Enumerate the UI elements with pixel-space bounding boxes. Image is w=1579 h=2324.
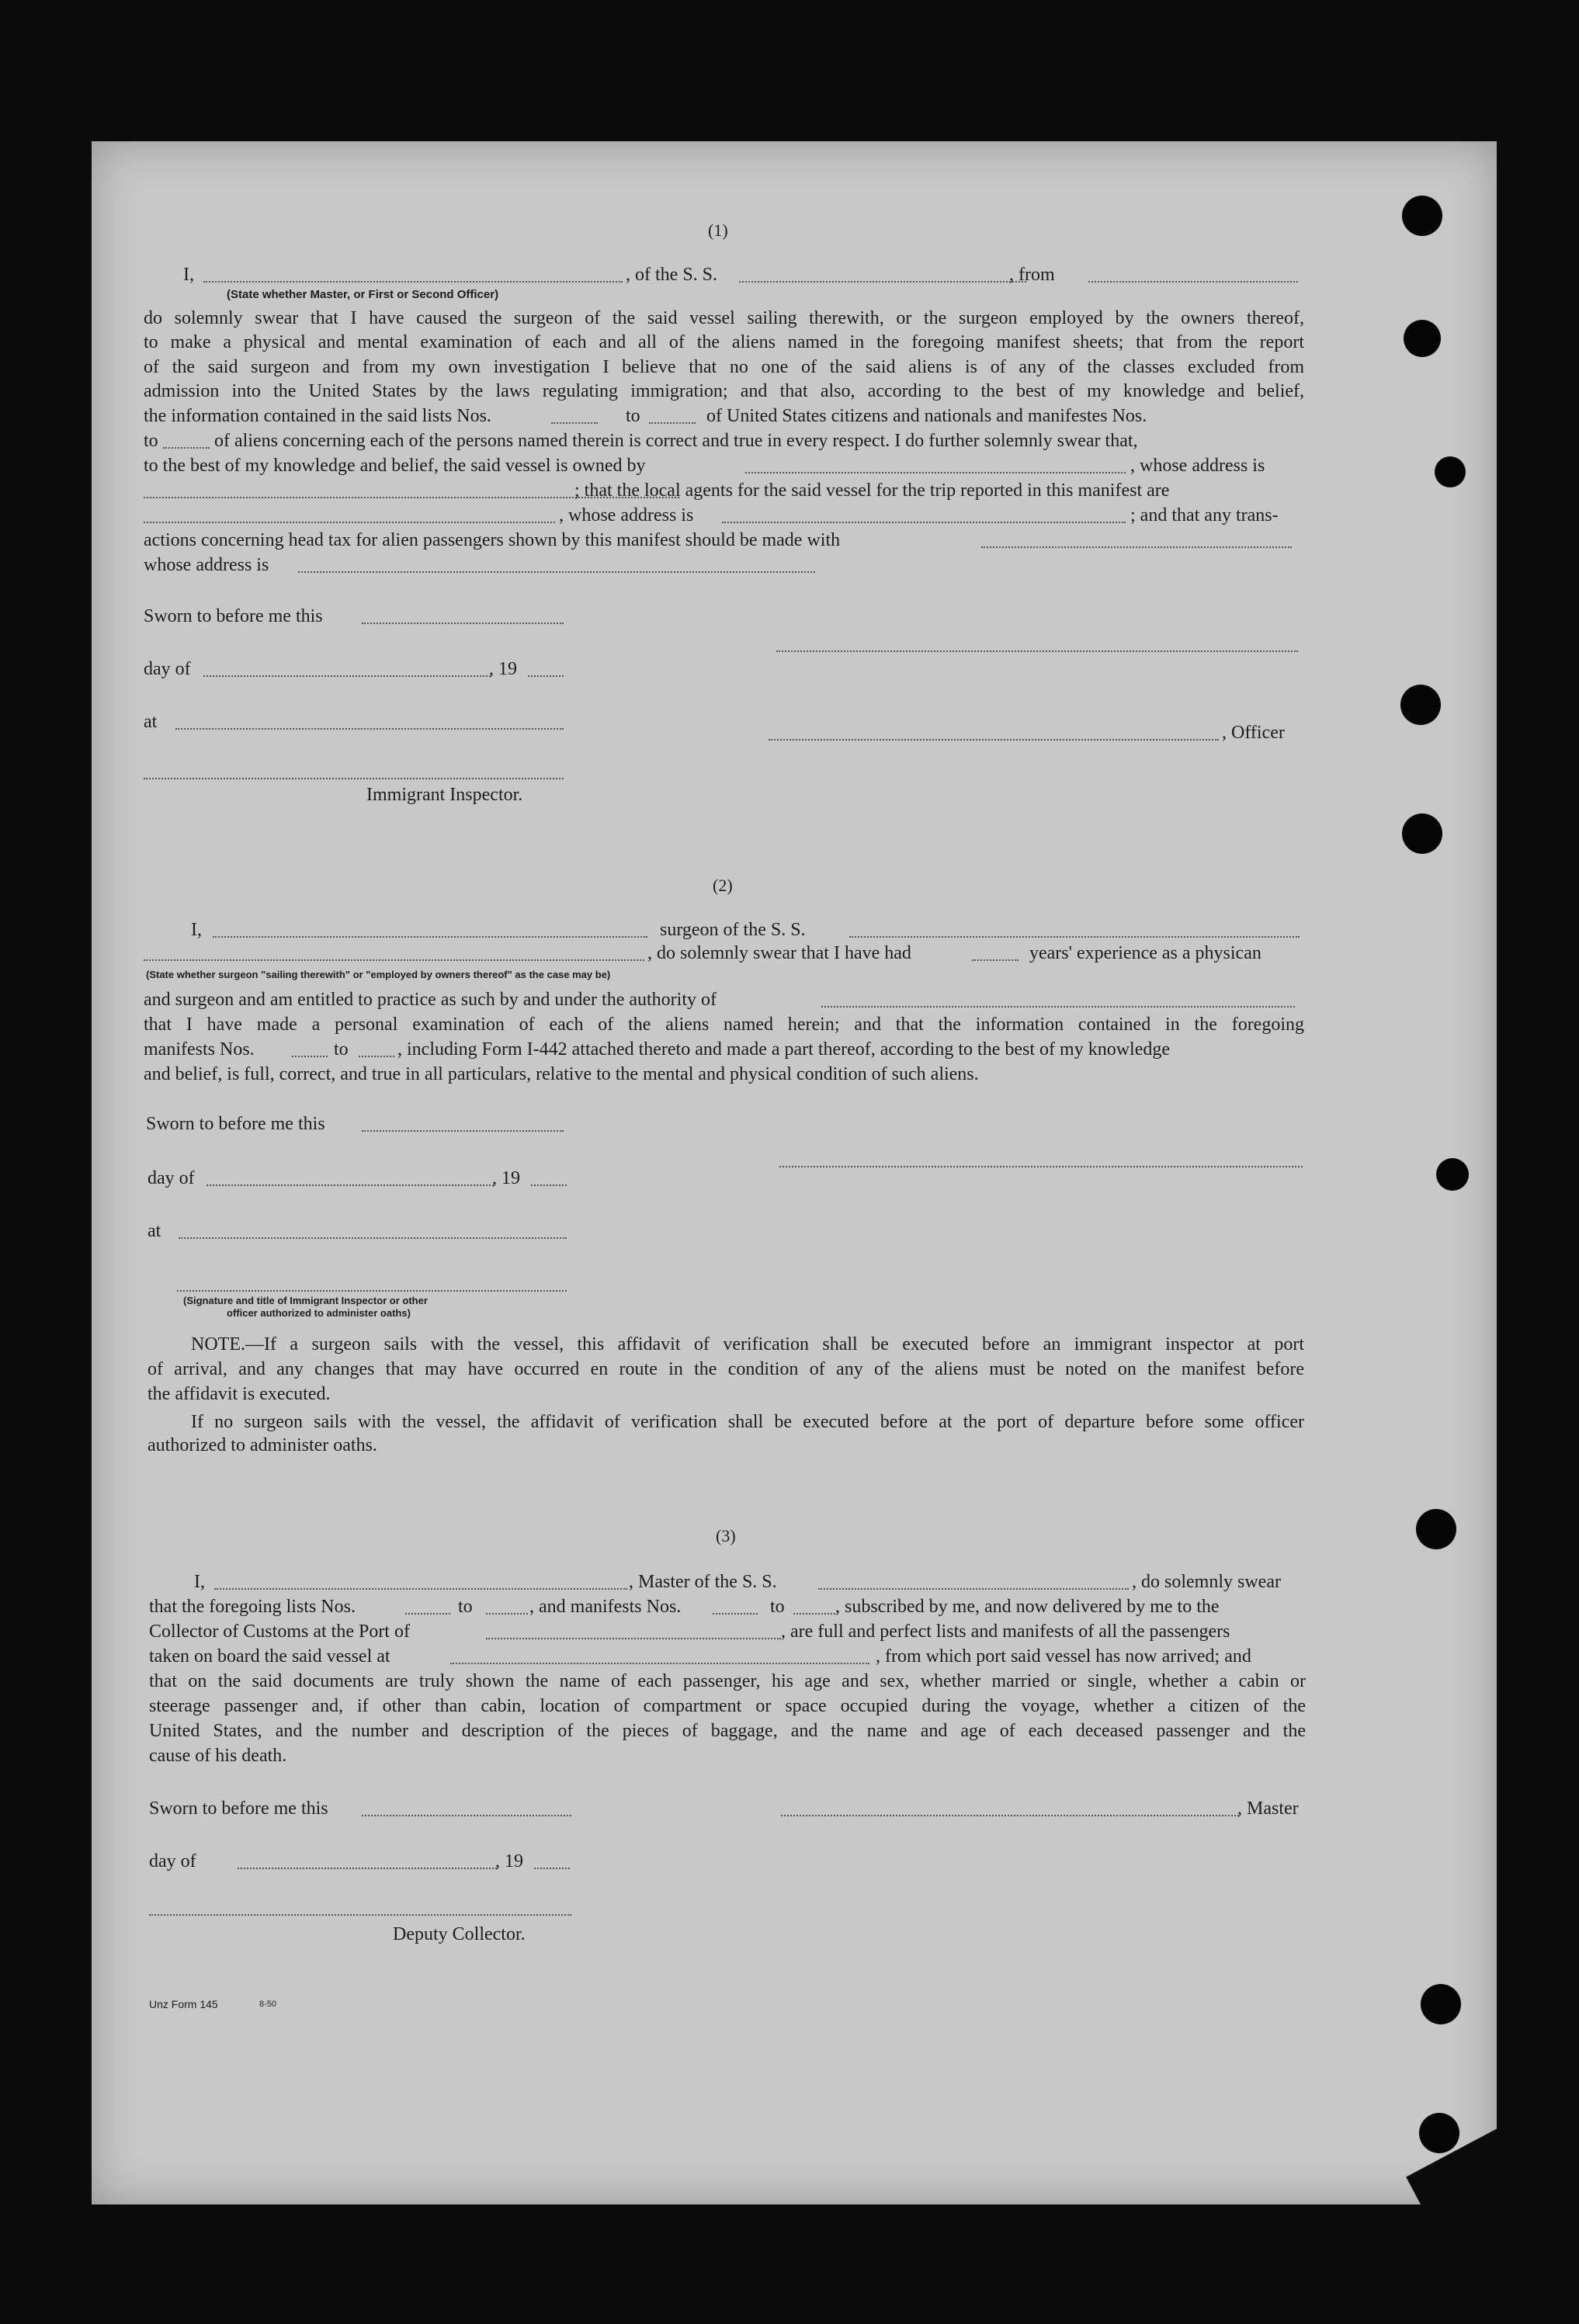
s3-manifests-from-blank[interactable] [713,1613,758,1615]
s1-line: do solemnly swear that I have caused the surgeon of the said vessel sailing therewith, or the surgeon employed by the owners thereof, [144,308,1304,328]
s3-line: that on the said documents are truly shown the name of each passenger, his age and sex, whether married or single, whether a cabin or [149,1671,1306,1691]
s3-manifests-to-blank[interactable] [793,1613,835,1615]
s1-day-blank[interactable] [203,675,491,677]
binder-hole-icon [1421,1984,1461,2024]
section-3-number: (3) [716,1526,736,1545]
s2-note2-line: If no surgeon sails with the vessel, the affidavit of verification shall be executed before at the port of departure before some officer [191,1412,1304,1432]
binder-hole-icon [1404,320,1441,357]
s3-taken-label: taken on board the said vessel at [149,1646,390,1667]
s1-agents-text: ; that the local agents for the said vessel for the trip reported in this manifest are [574,480,1170,501]
s3-year-blank[interactable] [534,1868,570,1869]
s2-note2-end: authorized to administer oaths. [147,1435,377,1455]
s2-i-label: I, [191,920,202,940]
s3-i-label: I, [194,1572,205,1592]
s2-inspector-sig-blank[interactable] [177,1290,567,1292]
s2-sworn-blank[interactable] [362,1130,564,1132]
s1-agents-blank[interactable] [144,522,555,523]
s3-lists-to-label: to [458,1597,473,1617]
s3-lists-from-blank[interactable] [405,1613,450,1615]
s1-from-blank[interactable] [1088,281,1298,283]
s1-inspector-sig-blank[interactable] [144,778,564,779]
binder-hole-icon [1435,456,1466,487]
s1-owner-address-label: , whose address is [1130,456,1265,476]
s1-inspector-label: Immigrant Inspector. [366,785,523,805]
s3-master-label: , Master of the S. S. [629,1572,777,1592]
s1-owned-label: to the best of my knowledge and belief, the said vessel is owned by [144,456,646,476]
s1-i-label: I, [183,265,194,285]
s1-officer-blank[interactable] [203,281,623,283]
form-number: Unz Form 145 [149,1998,218,2010]
s1-whose-address-blank[interactable] [298,571,815,573]
s1-of-ss-label: , of the S. S. [626,265,718,285]
s2-authority-blank[interactable] [821,1006,1295,1008]
s1-head-tax-blank[interactable] [981,546,1292,548]
s2-signature-blank[interactable] [779,1166,1303,1167]
s3-master-sig-blank[interactable] [781,1815,1239,1816]
s2-note-end: the affidavit is executed. [147,1384,331,1404]
s1-lists-citizens-label: of United States citizens and nationals and manifestes Nos. [706,406,1147,426]
binder-hole-icon [1402,813,1442,854]
s2-year-label: , 19 [492,1168,520,1188]
s2-manifests-from-blank[interactable] [292,1056,328,1057]
s1-signature-blank[interactable] [776,650,1298,652]
s2-day-blank[interactable] [206,1185,494,1186]
binder-hole-icon [1400,685,1441,725]
s2-day-of-label: day of [147,1168,195,1188]
s1-from-label: , from [1009,265,1055,285]
s1-year-label: , 19 [489,659,517,679]
s3-port-departure-blank[interactable] [450,1663,869,1664]
s3-arrived-text: , from which port said vessel has now arrived; and [876,1646,1251,1667]
s2-surgeon-of-label: surgeon of the S. S. [660,920,806,940]
s3-sworn-label: Sworn to before me this [149,1798,328,1819]
s1-head-tax-text: actions concerning head tax for alien passengers shown by this manifest should be made with [144,530,841,550]
s2-at-blank[interactable] [179,1237,567,1239]
binder-hole-icon [1416,1509,1456,1549]
s1-whose-address-label: whose address is [144,555,269,575]
s3-sworn-blank[interactable] [362,1815,571,1816]
s1-lists-from-blank[interactable] [551,422,598,424]
s1-to-label: to [144,431,158,451]
s1-vessel-blank[interactable] [739,281,1026,283]
s2-note-line: of arrival, and any changes that may have occurred en route in the condition of any of the aliens must be noted on the manifest before [147,1359,1304,1379]
s3-line: steerage passenger and, if other than cabin, location of compartment or space occupied during the voyage, whether a citizen of the [149,1696,1306,1716]
s1-lists-label: the information contained in the said lists Nos. [144,406,491,426]
s1-agents-address-label: , whose address is [559,505,694,526]
s1-manifest-to-blank[interactable] [163,447,210,449]
s3-master-blank[interactable] [214,1588,627,1590]
s1-sworn-label: Sworn to before me this [144,606,323,626]
s2-sig-note-2: officer authorized to administer oaths) [227,1307,411,1319]
s3-manifests-label: , and manifests Nos. [529,1597,682,1617]
binder-hole-icon [1436,1158,1469,1191]
s2-sworn-label: Sworn to before me this [146,1114,325,1134]
s2-at-label: at [147,1221,161,1241]
s1-agents-address-blank[interactable] [722,522,1126,523]
s2-manifests-label: manifests Nos. [144,1039,255,1060]
s2-years-blank[interactable] [972,959,1019,961]
s2-surgeon-blank[interactable] [213,936,647,938]
form-date: 8-50 [259,2000,277,2009]
s1-lists-to-blank[interactable] [649,422,696,424]
s2-manifests-to-blank[interactable] [359,1056,394,1057]
s3-line: United States, and the number and description of the pieces of baggage, and the name and age of each deceased passenger and the [149,1721,1306,1741]
s3-vessel-blank[interactable] [818,1588,1129,1590]
s2-manifests-to-label: to [334,1039,349,1060]
s2-line: that I have made a personal examination of each of the aliens named herein; and that the information contained in the foregoing [144,1015,1304,1035]
s3-day-of-label: day of [149,1851,196,1871]
s3-master-sig-label: , Master [1237,1798,1299,1819]
s2-years-text: years' experience as a physican [1029,943,1261,963]
s2-swear-text: , do solemnly swear that I have had [647,943,911,963]
binder-hole-icon [1419,2113,1459,2153]
s3-port-blank[interactable] [486,1638,781,1639]
s3-year-label: , 19 [495,1851,523,1871]
s1-officer-label: , Officer [1222,723,1285,743]
s3-lists-label: that the foregoing lists Nos. [149,1597,356,1617]
s2-form-text: , including Form I-442 attached thereto and made a part thereof, according to the best of my knowledge [397,1039,1171,1060]
section-2-number: (2) [713,876,733,895]
s1-officer-sig-blank[interactable] [769,739,1219,741]
s3-swear-label: , do solemnly swear [1132,1572,1281,1592]
s2-surgeon-note: (State whether surgeon "sailing therewith" or "employed by owners thereof" as the case may be) [146,969,611,980]
s2-year-blank[interactable] [531,1185,567,1186]
s1-line: admission into the United States by the laws regulating immigration; and that also, according to the best of my knowledge and belief, [144,381,1304,401]
s1-year-blank[interactable] [528,675,564,677]
s1-line: to make a physical and mental examination of each and all of the aliens named in the foregoing manifest sheets; that from the report [144,332,1304,352]
s1-officer-note: (State whether Master, or First or Second Officer) [227,288,499,301]
section-1-number: (1) [708,220,728,240]
s1-day-of-label: day of [144,659,191,679]
s3-collector-label: Collector of Customs at the Port of [149,1622,410,1642]
s2-authority-text: and surgeon and am entitled to practice as such by and under the authority of [144,990,717,1010]
s1-line: of the said surgeon and from my own investigation I believe that no one of the said aliens is of any of the classes excluded from [144,357,1304,377]
s1-trans-label: ; and that any trans- [1130,505,1279,526]
s3-day-blank[interactable] [238,1868,497,1869]
s2-vessel-blank[interactable] [849,936,1300,938]
binder-hole-icon [1402,196,1442,236]
s3-perfect-text: , are full and perfect lists and manifests of all the passengers [781,1622,1230,1642]
s2-status-blank[interactable] [144,959,644,961]
s2-belief-text: and belief, is full, correct, and true in all particulars, relative to the mental and physical condition of such aliens. [144,1064,979,1084]
s2-sig-note-1: (Signature and title of Immigrant Inspector or other [183,1295,428,1306]
s1-sworn-blank[interactable] [362,623,564,624]
s3-manifests-to-label: to [770,1597,785,1617]
s1-aliens-text: of aliens concerning each of the persons named therein is correct and true in every respect. I do further solemnly swear that, [214,431,1138,451]
s3-collector-sig-blank[interactable] [149,1914,571,1916]
s1-at-blank[interactable] [175,728,564,730]
s1-owner-blank[interactable] [745,472,1126,473]
s2-note-line: NOTE.—If a surgeon sails with the vessel, this affidavit of verification shall be executed before an immigrant inspector at port [191,1334,1304,1355]
s3-subscribed-text: , subscribed by me, and now delivered by me to the [835,1597,1220,1617]
s3-collector-sig-label: Deputy Collector. [393,1924,526,1944]
s3-lists-to-blank[interactable] [486,1613,528,1615]
s3-line-end: cause of his death. [149,1746,287,1766]
s1-at-label: at [144,712,158,732]
s1-lists-to-label: to [626,406,640,426]
